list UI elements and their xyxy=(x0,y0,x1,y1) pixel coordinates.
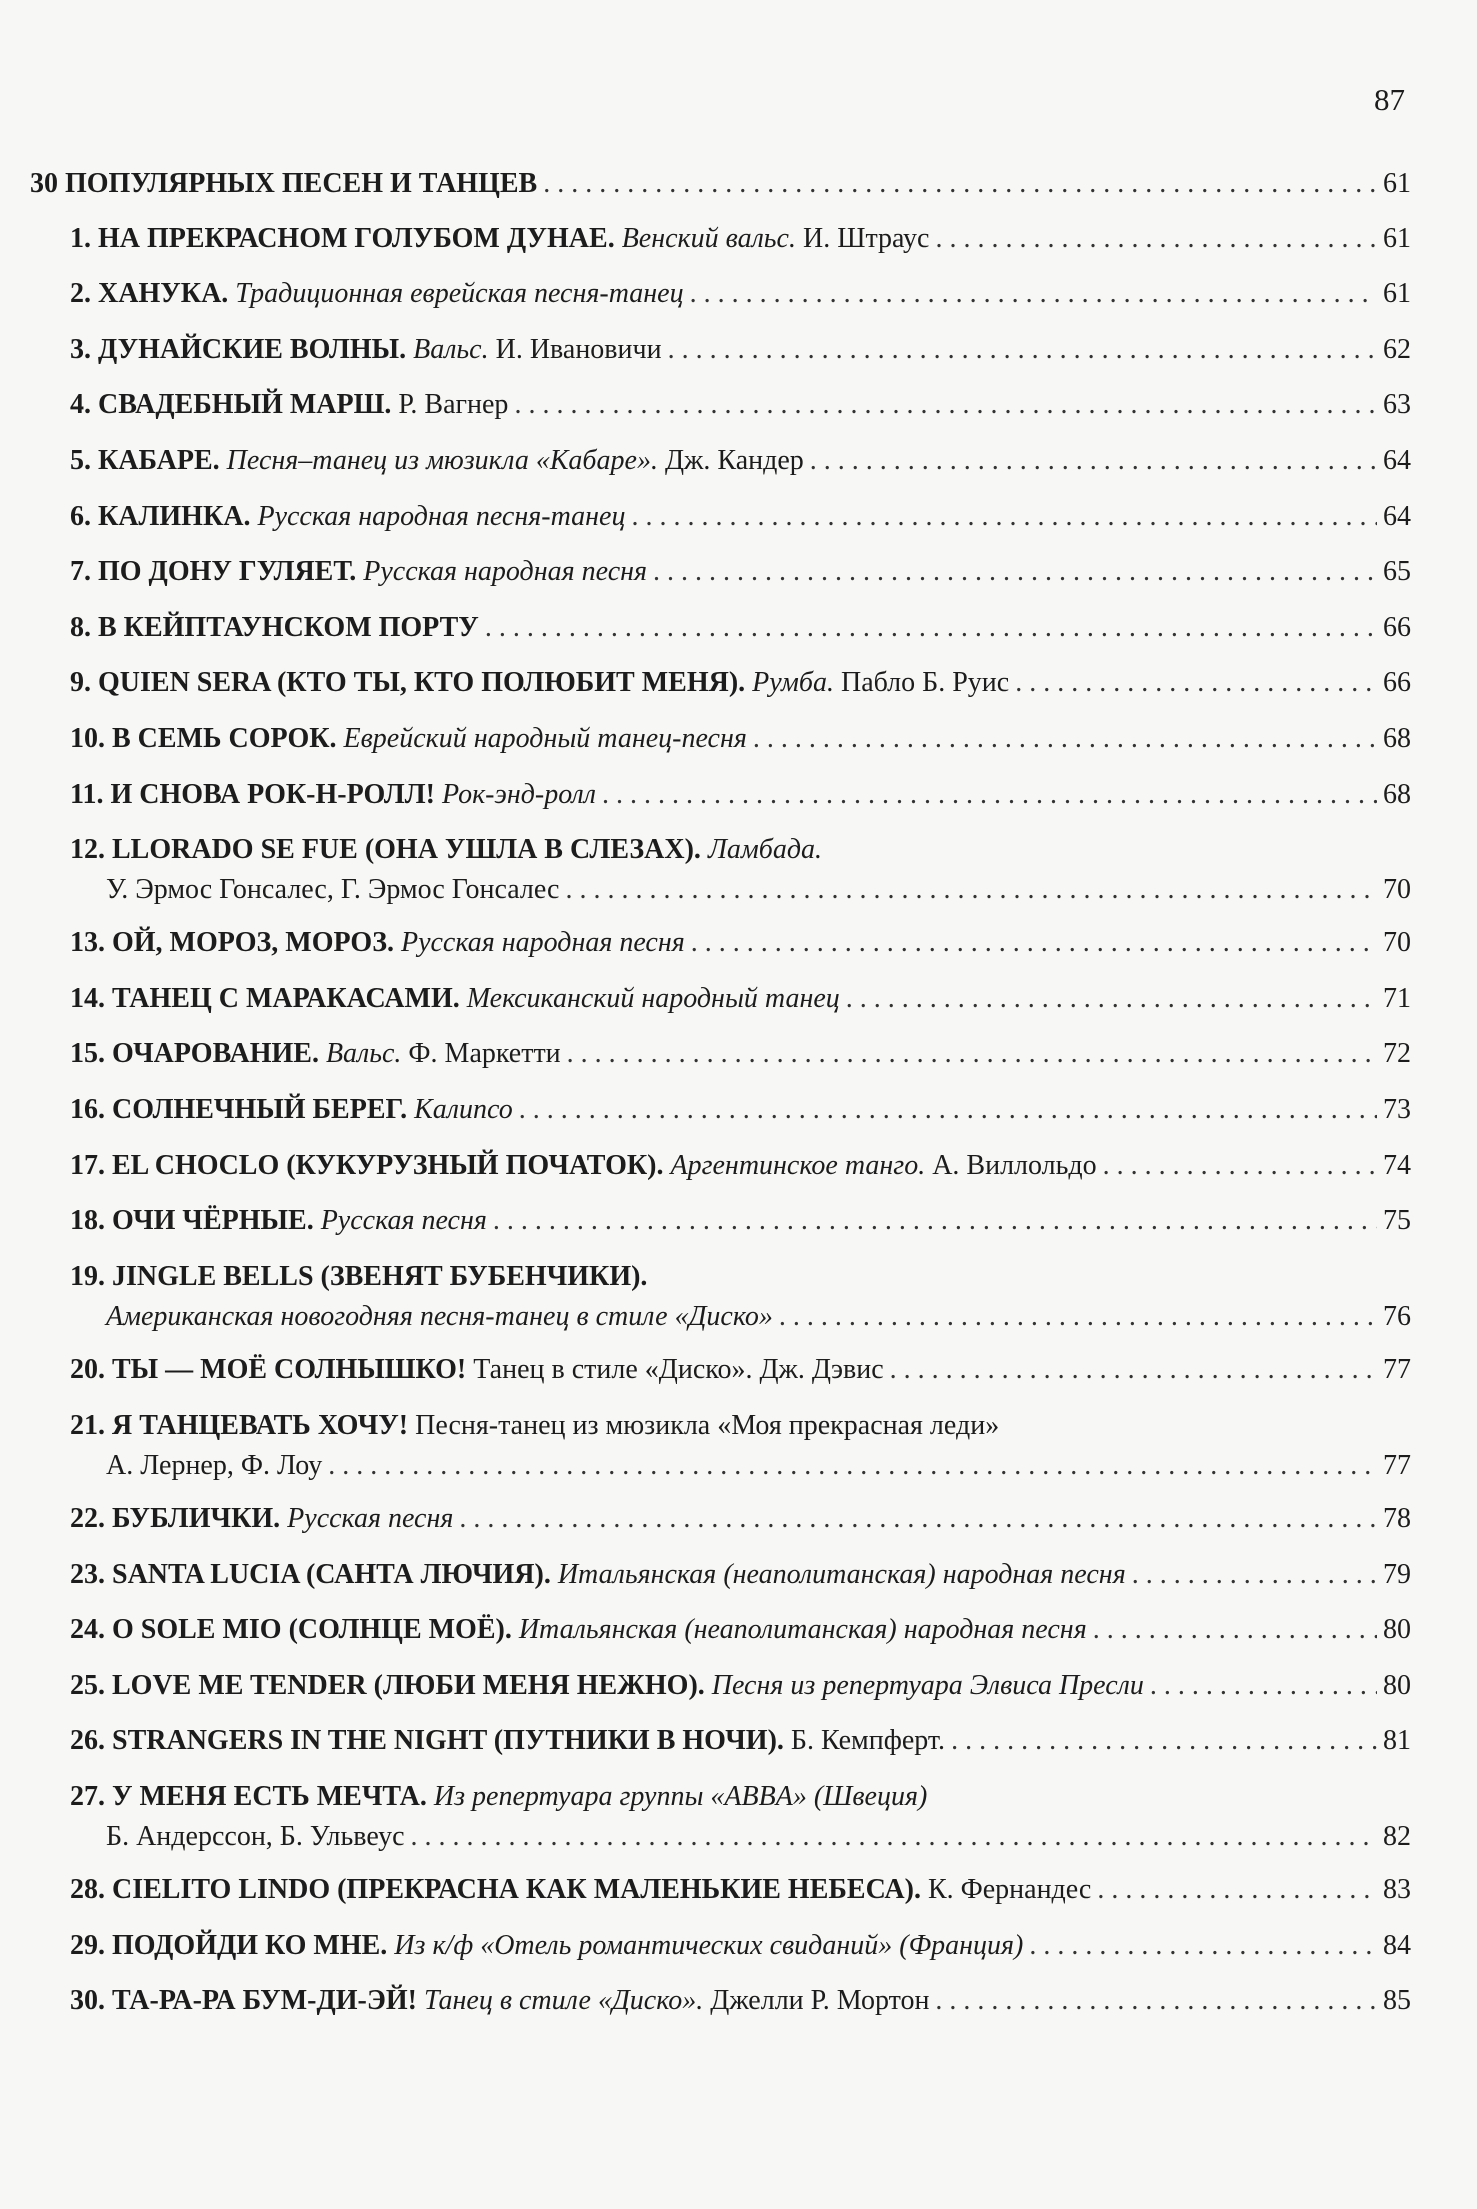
dot-leader xyxy=(631,497,1377,537)
entry-page: 77 xyxy=(1383,1354,1411,1385)
entry-author: Р. Вагнер xyxy=(398,389,509,420)
toc-entry-text xyxy=(70,1090,513,1130)
toc-entry[interactable] xyxy=(70,1721,1411,1761)
toc-entry-line xyxy=(70,719,1411,759)
toc-entry-line xyxy=(70,775,1411,815)
toc-entry-text xyxy=(70,1926,1023,1966)
toc-entry-line xyxy=(70,1297,1411,1337)
entry-title: 17. EL CHOCLO (КУКУРУЗНЫЙ ПОЧАТОК). xyxy=(70,1150,664,1181)
entry-title: 25. LOVE ME TENDER (ЛЮБИ МЕНЯ НЕЖНО). xyxy=(70,1670,705,1701)
toc-entry-line xyxy=(70,1926,1411,1966)
dot-leader xyxy=(1150,1666,1377,1706)
toc-entry-text xyxy=(106,870,559,910)
toc-entry-line xyxy=(70,1499,1411,1539)
toc-entry-line xyxy=(70,1034,1411,1074)
entry-page: 61 xyxy=(1383,223,1411,254)
dot-leader xyxy=(753,719,1377,759)
entry-page: 77 xyxy=(1383,1450,1411,1481)
entry-genre: Песня из репертуара Элвиса Пресли xyxy=(711,1670,1144,1701)
dot-leader xyxy=(1015,663,1377,703)
dot-leader xyxy=(1029,1926,1377,1966)
toc-entry-line xyxy=(70,1350,1411,1390)
toc-entry-text xyxy=(70,1146,1097,1186)
entry-page: 80 xyxy=(1383,1614,1411,1645)
entry-page: 62 xyxy=(1383,334,1411,365)
toc-entry-text xyxy=(70,1666,1144,1706)
toc-entry[interactable] xyxy=(70,830,1411,910)
entry-title: 9. QUIEN SERA (КТО ТЫ, КТО ПОЛЮБИТ МЕНЯ). xyxy=(70,667,746,698)
toc-entry-text xyxy=(70,330,662,370)
entry-page: 70 xyxy=(1383,874,1411,905)
dot-leader xyxy=(951,1721,1377,1761)
entry-title: 6. КАЛИНКА. xyxy=(70,501,251,532)
dot-leader xyxy=(690,274,1377,314)
dot-leader xyxy=(890,1350,1377,1390)
toc-entry[interactable] xyxy=(70,1034,1411,1074)
toc-entry-line xyxy=(70,923,1411,963)
toc-entry[interactable] xyxy=(70,497,1411,537)
toc-entry[interactable] xyxy=(70,1870,1411,1910)
dot-leader xyxy=(935,1981,1377,2021)
dot-leader xyxy=(493,1201,1377,1241)
entry-page: 75 xyxy=(1383,1205,1411,1236)
entry-title: 1. НА ПРЕКРАСНОМ ГОЛУБОМ ДУНАЕ. xyxy=(70,223,615,254)
entry-title: 29. ПОДОЙДИ КО МНЕ. xyxy=(70,1930,388,1961)
entry-genre: Еврейский народный танец-песня xyxy=(343,723,747,754)
entry-page: 64 xyxy=(1383,445,1411,476)
toc-entry[interactable] xyxy=(70,330,1411,370)
section-title: 30 ПОПУЛЯРНЫХ ПЕСЕН И ТАНЦЕВ xyxy=(30,168,538,199)
entry-title: 26. STRANGERS IN THE NIGHT (ПУТНИКИ В НОЧИ). xyxy=(70,1725,784,1756)
entry-title: 10. В СЕМЬ СОРОК. xyxy=(70,723,337,754)
toc-entry[interactable] xyxy=(70,1350,1411,1390)
entry-title: 21. Я ТАНЦЕВАТЬ ХОЧУ! xyxy=(70,1410,409,1441)
dot-leader xyxy=(514,385,1377,425)
toc-entry-text xyxy=(70,663,1009,703)
toc-entry-line xyxy=(70,385,1411,425)
toc-entry-text xyxy=(70,775,596,815)
toc-entry-line xyxy=(70,1146,1411,1186)
entry-genre: Аргентинское танго. xyxy=(670,1150,926,1181)
toc-entry-text xyxy=(70,219,929,259)
entry-page: 81 xyxy=(1383,1725,1411,1756)
toc-entry[interactable] xyxy=(70,274,1411,314)
toc-entry-text xyxy=(70,1555,1126,1595)
entry-title: 24. O SOLE MIO (СОЛНЦЕ МОЁ). xyxy=(70,1614,512,1645)
toc-entry[interactable] xyxy=(70,979,1411,1019)
toc-entry-text xyxy=(70,385,508,425)
entry-page: 61 xyxy=(1383,278,1411,309)
toc-entry-line xyxy=(70,552,1411,592)
entry-title: 22. БУБЛИЧКИ. xyxy=(70,1503,281,1534)
entry-page: 70 xyxy=(1383,927,1411,958)
toc-entry[interactable] xyxy=(70,608,1411,648)
toc-entry-line xyxy=(70,1090,1411,1130)
toc-entry[interactable] xyxy=(70,1777,1411,1857)
entry-author: К. Фернандес xyxy=(927,1874,1092,1905)
entry-author: И. Ивановичи xyxy=(495,334,662,365)
toc-entry[interactable] xyxy=(70,923,1411,963)
dot-leader xyxy=(1132,1555,1377,1595)
entry-title: 19. JINGLE BELLS (ЗВЕНЯТ БУБЕНЧИКИ). xyxy=(70,1261,648,1292)
entry-page: 73 xyxy=(1383,1094,1411,1125)
entry-page: 66 xyxy=(1383,612,1411,643)
toc-entry-text xyxy=(70,923,685,963)
toc-entry-line xyxy=(70,1555,1411,1595)
toc-entry-text xyxy=(70,1777,927,1817)
entry-author: Ф. Маркетти xyxy=(408,1038,561,1069)
entry-title: 27. У МЕНЯ ЕСТЬ МЕЧТА. xyxy=(70,1781,427,1812)
toc-entry-text xyxy=(70,830,822,870)
entry-genre: Калипсо xyxy=(414,1094,513,1125)
entry-title: 28. CIELITO LINDO (ПРЕКРАСНА КАК МАЛЕНЬКИЕ НЕБЕСА). xyxy=(70,1874,921,1905)
entry-genre: Вальс. xyxy=(325,1038,402,1069)
toc-entry[interactable] xyxy=(70,719,1411,759)
dot-leader xyxy=(935,219,1377,259)
entry-genre: Итальянская (неаполитанская) народная песня xyxy=(518,1614,1087,1645)
entry-genre: Русская народная песня xyxy=(400,927,685,958)
entry-page: 84 xyxy=(1383,1930,1411,1961)
dot-leader xyxy=(810,441,1377,481)
entry-genre: Итальянская (неаполитанская) народная песня xyxy=(557,1559,1126,1590)
toc-entry-text xyxy=(70,1721,945,1761)
section-page: 61 xyxy=(1383,168,1411,199)
entry-genre: Рок-энд-ролл xyxy=(441,779,596,810)
toc-section-heading[interactable] xyxy=(30,164,1411,204)
entry-author: Б. Андерссон, Б. Ульвеус xyxy=(106,1821,405,1852)
page-number: 87 xyxy=(1374,82,1405,117)
toc-entry-line xyxy=(70,441,1411,481)
entry-title: 7. ПО ДОНУ ГУЛЯЕТ. xyxy=(70,556,357,587)
entry-page: 71 xyxy=(1383,983,1411,1014)
entry-author: У. Эрмос Гонсалес, Г. Эрмос Гонсалес xyxy=(106,874,560,905)
toc-entry-text xyxy=(70,274,684,314)
entry-author: А. Виллольдо xyxy=(932,1150,1097,1181)
toc-entry-text xyxy=(70,1870,1091,1910)
entry-author: И. Штраус xyxy=(802,223,930,254)
entry-genre: Танец в стиле «Диско». xyxy=(423,1985,704,2016)
toc-entry-line xyxy=(70,1817,1411,1857)
toc-entry-line xyxy=(70,1201,1411,1241)
entry-title: 4. СВАДЕБНЫЙ МАРШ. xyxy=(70,389,392,420)
toc-entry-text xyxy=(106,1297,773,1337)
toc-entry[interactable] xyxy=(70,1257,1411,1337)
toc-entry-text xyxy=(70,1350,884,1390)
entry-title: 8. В КЕЙПТАУНСКОМ ПОРТУ xyxy=(70,612,479,643)
entry-title: 15. ОЧАРОВАНИЕ. xyxy=(70,1038,319,1069)
toc-entry[interactable] xyxy=(70,385,1411,425)
entry-title: 3. ДУНАЙСКИЕ ВОЛНЫ. xyxy=(70,334,407,365)
toc-entry-line xyxy=(70,830,1411,870)
entry-page: 85 xyxy=(1383,1985,1411,2016)
dot-leader xyxy=(1097,1870,1377,1910)
dot-leader xyxy=(779,1297,1377,1337)
toc-entry-text xyxy=(106,1446,322,1486)
toc-entry-line xyxy=(70,1446,1411,1486)
entry-genre: Ламбада. xyxy=(707,834,823,865)
toc-entry[interactable] xyxy=(70,1926,1411,1966)
entry-genre: Русская народная песня-танец xyxy=(257,501,626,532)
toc-entry-line xyxy=(70,1981,1411,2021)
entry-genre: Мексиканский народный танец xyxy=(466,983,840,1014)
dot-leader xyxy=(328,1446,1377,1486)
toc-entry-line xyxy=(70,1666,1411,1706)
toc-entry-text xyxy=(70,1499,453,1539)
toc-entry-text xyxy=(70,1034,561,1074)
entry-title: 18. ОЧИ ЧЁРНЫЕ. xyxy=(70,1205,314,1236)
toc-entry-text xyxy=(70,497,625,537)
toc-entry-line xyxy=(70,870,1411,910)
entry-genre: Русская народная песня xyxy=(363,556,648,587)
dot-leader xyxy=(602,775,1377,815)
dot-leader xyxy=(846,979,1377,1019)
toc-entry[interactable] xyxy=(70,441,1411,481)
dot-leader xyxy=(485,608,1377,648)
toc-entry-text xyxy=(70,1981,929,2021)
toc-entry-line xyxy=(70,1257,1411,1297)
entry-page: 66 xyxy=(1383,667,1411,698)
toc-entry-text xyxy=(70,608,479,648)
dot-leader xyxy=(653,552,1377,592)
toc-entry[interactable] xyxy=(70,1610,1411,1650)
entry-author: Б. Кемпферт. xyxy=(790,1725,946,1756)
toc-entry-line xyxy=(70,1610,1411,1650)
entry-title: 16. СОЛНЕЧНЫЙ БЕРЕГ. xyxy=(70,1094,408,1125)
entry-genre: Русская песня xyxy=(320,1205,487,1236)
entry-page: 79 xyxy=(1383,1559,1411,1590)
toc-entry[interactable] xyxy=(70,1146,1411,1186)
entry-page: 80 xyxy=(1383,1670,1411,1701)
toc-entry[interactable] xyxy=(70,552,1411,592)
toc-entry[interactable] xyxy=(70,663,1411,703)
toc-entry-line xyxy=(70,1870,1411,1910)
dot-leader xyxy=(519,1090,1377,1130)
toc-entry[interactable] xyxy=(70,1406,1411,1486)
entry-title: 23. SANTA LUCIA (САНТА ЛЮЧИЯ). xyxy=(70,1559,551,1590)
entry-author: Песня-танец из мюзикла «Моя прекрасная леди» xyxy=(415,1410,1000,1441)
dot-leader xyxy=(567,1034,1377,1074)
dot-leader xyxy=(691,923,1377,963)
dot-leader xyxy=(543,164,1377,204)
entry-page: 76 xyxy=(1383,1301,1411,1332)
toc-entry-text xyxy=(70,719,747,759)
toc-entry-line xyxy=(70,608,1411,648)
toc-entry-text xyxy=(70,979,840,1019)
toc-entry-line xyxy=(70,979,1411,1019)
entry-page: 63 xyxy=(1383,389,1411,420)
toc-entry-text xyxy=(106,1817,405,1857)
entry-title: 30. ТА-РА-РА БУМ-ДИ-ЭЙ! xyxy=(70,1985,417,2016)
entry-author: Джелли Р. Мортон xyxy=(710,1985,930,2016)
entry-genre: Из репертуара группы «ABBA» (Швеция) xyxy=(433,1781,928,1812)
toc-entry-line xyxy=(70,1777,1411,1817)
entry-title: 13. ОЙ, МОРОЗ, МОРОЗ. xyxy=(70,927,394,958)
toc-entry[interactable] xyxy=(70,1981,1411,2021)
entry-genre: Из к/ф «Отель романтических свиданий» (Франция) xyxy=(394,1930,1024,1961)
dot-leader xyxy=(459,1499,1377,1539)
entry-genre: Румба. xyxy=(752,667,834,698)
entry-author: А. Лернер, Ф. Лоу xyxy=(106,1450,323,1481)
toc-entry[interactable] xyxy=(70,775,1411,815)
entry-page: 68 xyxy=(1383,779,1411,810)
dot-leader xyxy=(411,1817,1378,1857)
toc-entry-line xyxy=(70,219,1411,259)
dot-leader xyxy=(1103,1146,1377,1186)
toc-entry[interactable] xyxy=(70,1090,1411,1130)
entry-genre: Вальс. xyxy=(413,334,489,365)
entry-title: 12. LLORADO SE FUE (ОНА УШЛА В СЛЕЗАХ). xyxy=(70,834,701,865)
entry-page: 64 xyxy=(1383,501,1411,532)
entry-genre: Песня–танец из мюзикла «Кабаре». xyxy=(226,445,658,476)
toc-entry-text xyxy=(70,441,804,481)
toc-entry[interactable] xyxy=(70,1201,1411,1241)
toc-entry[interactable] xyxy=(70,219,1411,259)
entry-genre: Венский вальс. xyxy=(621,223,796,254)
dot-leader xyxy=(565,870,1377,910)
entry-author: Пабло Б. Руис xyxy=(840,667,1010,698)
entry-page: 78 xyxy=(1383,1503,1411,1534)
toc-entry[interactable] xyxy=(70,1499,1411,1539)
toc-entry-text xyxy=(70,1257,647,1297)
entry-title: 20. ТЫ — МОЁ СОЛНЫШКО! xyxy=(70,1354,467,1385)
toc-entry-text xyxy=(70,552,647,592)
entry-title: 5. КАБАРЕ. xyxy=(70,445,220,476)
toc-entry-text xyxy=(70,1201,487,1241)
entry-page: 82 xyxy=(1383,1821,1411,1852)
toc-entry-line xyxy=(70,274,1411,314)
entry-author: Дж. Кандер xyxy=(664,445,804,476)
entry-author: Танец в стиле «Диско». Дж. Дэвис xyxy=(473,1354,884,1385)
toc-entry[interactable] xyxy=(70,1555,1411,1595)
entry-title: 2. ХАНУКА. xyxy=(70,278,229,309)
entry-page: 74 xyxy=(1383,1150,1411,1181)
toc-entry-line xyxy=(70,330,1411,370)
entry-page: 83 xyxy=(1383,1874,1411,1905)
entry-title: 14. ТАНЕЦ С МАРАКАСАМИ. xyxy=(70,983,460,1014)
entry-title: 11. И СНОВА РОК-Н-РОЛЛ! xyxy=(70,779,435,810)
entry-page: 65 xyxy=(1383,556,1411,587)
entry-genre: Американская новогодняя песня-танец в стиле «Диско» xyxy=(106,1301,773,1332)
toc-entry[interactable] xyxy=(70,1666,1411,1706)
dot-leader xyxy=(1093,1610,1377,1650)
entry-genre: Традиционная еврейская песня-танец xyxy=(235,278,684,309)
entry-genre: Русская песня xyxy=(287,1503,454,1534)
entry-page: 68 xyxy=(1383,723,1411,754)
toc-entry-line xyxy=(70,1406,1411,1446)
toc-entry-text xyxy=(70,1610,1087,1650)
entry-page: 72 xyxy=(1383,1038,1411,1069)
toc-entry-line xyxy=(70,663,1411,703)
dot-leader xyxy=(668,330,1377,370)
toc-entry-line xyxy=(70,1721,1411,1761)
toc-entry-line xyxy=(70,497,1411,537)
toc-entry-text xyxy=(70,1406,999,1446)
